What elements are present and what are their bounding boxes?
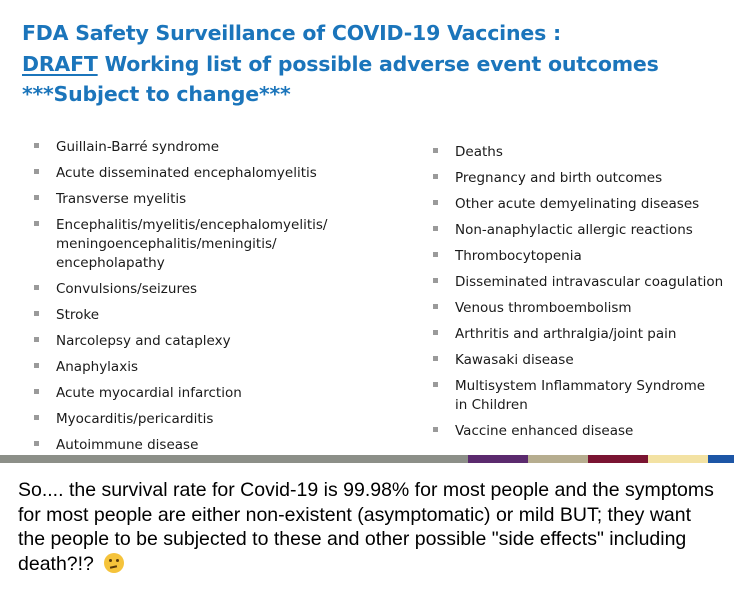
caption (18, 478, 723, 576)
bullet-icon (433, 174, 438, 179)
footer-bar-segment (648, 455, 708, 463)
list-item: Anaphylaxis (28, 358, 388, 377)
left-outcome-list (28, 138, 388, 462)
bullet-icon (433, 148, 438, 153)
list-item: Venous thromboembolism (427, 299, 727, 318)
title-line-2-rest: Working list of possible adverse event outcomes (97, 51, 659, 76)
thinking-face-icon (104, 553, 124, 573)
bullet-icon (34, 363, 39, 368)
footer-bar-segment (588, 455, 648, 463)
bullet-icon (34, 415, 39, 420)
list-item: Vaccine enhanced disease (427, 422, 727, 441)
list-item: Narcolepsy and cataplexy (28, 332, 388, 351)
slide-title (22, 18, 722, 110)
bullet-icon (433, 356, 438, 361)
bullet-icon (433, 330, 438, 335)
caption-text: So.... the survival rate for Covid-19 is 99.98% for most people and the symptoms for most people are either non-existent (asymptomatic) or mild BUT; they want the people to be subjected to these and other possible "side effects" including death?!? (18, 479, 714, 575)
bullet-icon (34, 143, 39, 148)
list-item: Transverse myelitis (28, 190, 388, 209)
title-line-2 (22, 49, 722, 80)
right-outcome-list (427, 143, 727, 448)
footer-bar-segment (0, 455, 468, 463)
list-item: Autoimmune disease (28, 436, 388, 455)
list-item: Other acute demyelinating diseases (427, 195, 727, 214)
slide-footer-bar (0, 455, 734, 463)
list-item: Thrombocytopenia (427, 247, 727, 266)
title-line-1: FDA Safety Surveillance of COVID-19 Vaccines : (22, 21, 562, 45)
bullet-icon (34, 441, 39, 446)
bullet-icon (433, 252, 438, 257)
bullet-icon (433, 278, 438, 283)
bullet-icon (433, 200, 438, 205)
bullet-icon (433, 382, 438, 387)
bullet-icon (34, 221, 39, 226)
bullet-icon (34, 337, 39, 342)
bullet-icon (433, 304, 438, 309)
list-item: Acute disseminated encephalomyelitis (28, 164, 388, 183)
bullet-icon (34, 285, 39, 290)
list-item: Non-anaphylactic allergic reactions (427, 221, 727, 240)
footer-bar-segment (468, 455, 528, 463)
list-item: Kawasaki disease (427, 351, 727, 370)
list-item: Stroke (28, 306, 388, 325)
bullet-icon (34, 311, 39, 316)
list-item: Disseminated intravascular coagulation (427, 273, 727, 292)
list-item: Pregnancy and birth outcomes (427, 169, 727, 188)
bullet-icon (34, 169, 39, 174)
draft-label: DRAFT (22, 51, 98, 76)
list-item: Guillain-Barré syndrome (28, 138, 388, 157)
title-line-3: ***Subject to change*** (22, 82, 291, 106)
footer-bar-segment (528, 455, 588, 463)
bullet-icon (433, 226, 438, 231)
footer-bar-segment (708, 455, 734, 463)
list-item: Convulsions/seizures (28, 280, 388, 299)
list-item: Acute myocardial infarction (28, 384, 388, 403)
list-item: Deaths (427, 143, 727, 162)
bullet-icon (34, 389, 39, 394)
bullet-icon (433, 427, 438, 432)
list-item: Multisystem Inflammatory Syndrome in Children (427, 377, 715, 415)
list-item: Encephalitis/myelitis/encephalomyelitis/ meningoencephalitis/meningitis/ encepholapathy (28, 216, 356, 273)
list-item: Myocarditis/pericarditis (28, 410, 388, 429)
list-item: Arthritis and arthralgia/joint pain (427, 325, 727, 344)
bullet-icon (34, 195, 39, 200)
